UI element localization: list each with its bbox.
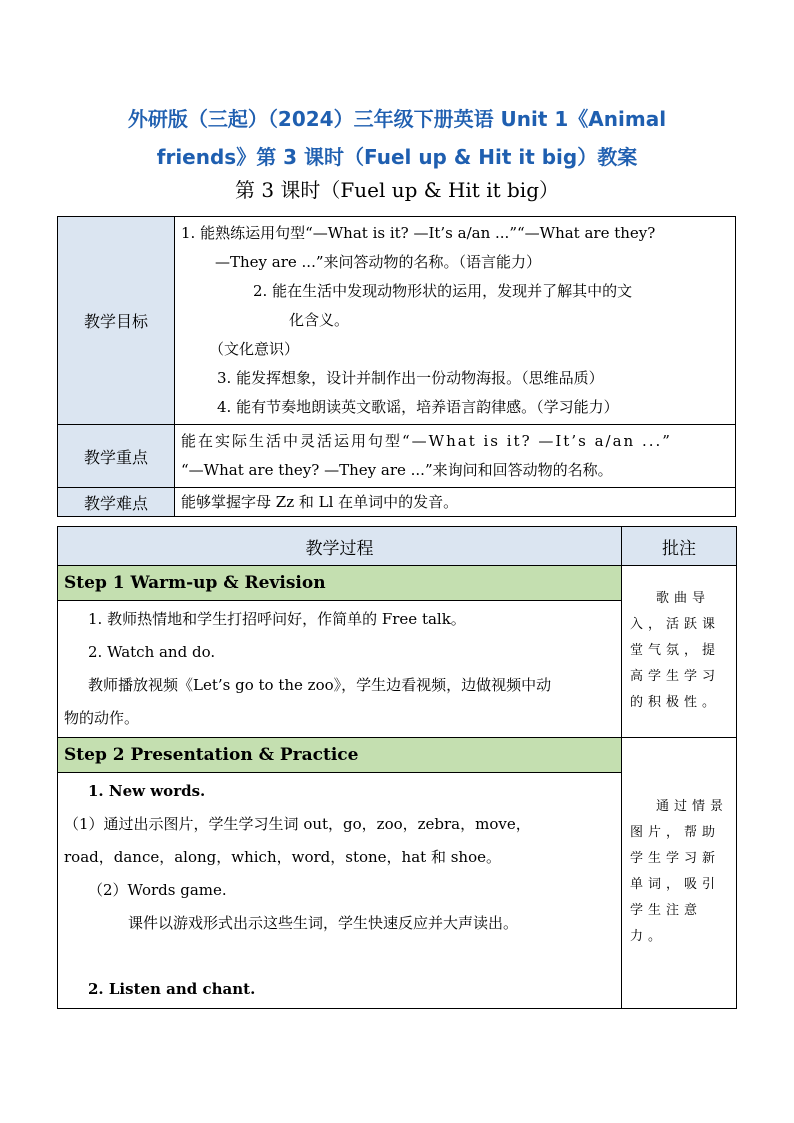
step2-title: Step 2 Presentation & Practice [58,738,622,773]
step2-title-row [58,738,737,773]
goal-line: 2. 能在生活中发现动物形状的运用，发现并了解其中的文 [253,282,633,300]
goals-row [58,217,736,425]
step1-line: 教师播放视频《Let’s go to the zoo》，学生边看视频，边做视频中动 [88,676,552,694]
document-subtitle: 第 3 课时（Fuel up & Hit it big） [234,178,559,202]
goal-line: 4. 能有节奏地朗读英文歌谣，培养语言韵律感。（学习能力） [217,398,619,416]
step2-line [64,940,615,973]
step2-line: road，dance，along，which，word，stone，hat 和 shoe。 [64,848,501,866]
step2-line: （2）Words game. [88,881,227,899]
difficult-label: 教学难点 [58,488,175,517]
step1-line: 物的动作。 [64,709,140,727]
goal-line: （文化意识） [209,340,300,358]
process-header-row [58,527,737,566]
goals-cell [175,217,736,425]
goal-line: 3. 能发挥想象，设计并制作出一份动物海报。（思维品质） [217,369,604,387]
key-point-line: 能在实际生活中灵活运用句型“—What is it? —It’s a/an ...” [181,432,672,450]
step1-note-text: 歌曲导入，活跃课堂气氛，提高学生学习的积极性。 [630,591,721,710]
process-header: 教学过程 [58,527,622,566]
step1-title-row [58,566,737,601]
difficult-cell: 能够掌握字母 Zz 和 Ll 在单词中的发音。 [175,488,736,517]
goals-label: 教学目标 [58,217,175,425]
step2-body [58,773,622,1009]
difficult-row [58,488,736,517]
goal-line: 化含义。 [289,311,350,329]
process-table [57,526,737,1009]
step2-note [622,738,737,1009]
key-points-cell [175,425,736,488]
step2-note-text: 通过情景图片，帮助学生学习新单词，吸引学生注意力。 [630,799,729,944]
key-point-line: “—What are they? —They are ...”来询问和回答动物的名称。 [181,461,613,479]
step2-line: 1. New words. [88,782,206,800]
step2-line: 课件以游戏形式出示这些生词，学生快速反应并大声读出。 [128,914,519,932]
step2-line: （1）通过出示图片，学生学习生词 out，go，zoo，zebra，move， [64,815,531,833]
step2-line: 2. Listen and chant. [88,980,256,998]
key-points-label: 教学重点 [58,425,175,488]
goal-line: —They are ...”来问答动物的名称。（语言能力） [215,253,542,271]
key-points-row [58,425,736,488]
objectives-table [57,216,736,517]
step1-note [622,566,737,738]
step1-line: 2. Watch and do. [88,643,216,661]
document-title-line-2: friends》第 3 课时（Fuel up & Hit it big）教案 [156,145,638,169]
document-title-line-1: 外研版（三起）（2024）三年级下册英语 Unit 1《Animal [127,107,667,131]
step1-title: Step 1 Warm-up & Revision [58,566,622,601]
goal-line: 1. 能熟练运用句型“—What is it? —It’s a/an ...”“—What are they? [181,224,656,242]
step1-body [58,601,622,738]
step1-line: 1. 教师热情地和学生打招呼问好，作简单的 Free talk。 [88,610,466,628]
note-header: 批注 [622,527,737,566]
